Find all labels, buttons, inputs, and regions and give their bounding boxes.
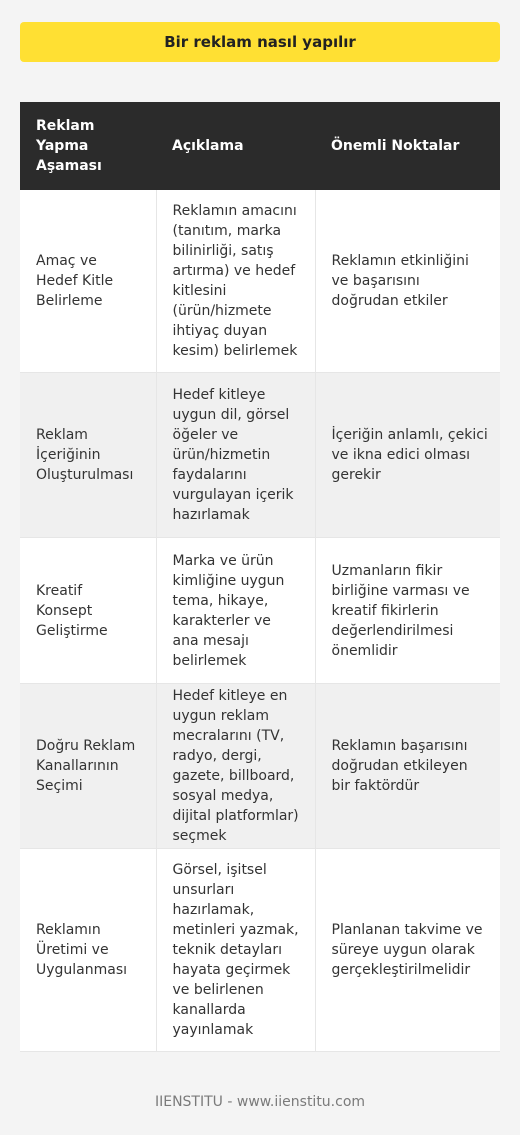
table-row [20, 684, 500, 849]
description-cell: Marka ve ürün kimliğine uygun tema, hikaye, karakterler ve ana mesajı belirlemek [156, 538, 315, 684]
notes-cell: Planlanan takvime ve süreye uygun olarak gerçekleştirilmelidir [315, 849, 500, 1052]
notes-cell: İçeriğin anlamlı, çekici ve ikna edici olması gerekir [315, 373, 500, 538]
description-cell: Hedef kitleye uygun dil, görsel öğeler ve ürün/hizmetin faydalarını vurgulayan içerik hazırlamak [156, 373, 315, 538]
description-cell: Reklamın amacını (tanıtım, marka bilinirliği, satış artırma) ve hedef kitlesini (ürün/hizmete ihtiyaç duyan kesim) belirlemek [156, 190, 315, 373]
notes-cell: Reklamın etkinliğini ve başarısını doğrudan etkiler [315, 190, 500, 373]
header-notes: Önemli Noktalar [315, 102, 500, 190]
table-row [20, 373, 500, 538]
table-row [20, 538, 500, 684]
stage-cell: Reklam İçeriğinin Oluşturulması [20, 373, 156, 538]
stage-cell: Reklamın Üretimi ve Uygulanması [20, 849, 156, 1052]
table-row [20, 849, 500, 1052]
stage-cell: Doğru Reklam Kanallarının Seçimi [20, 684, 156, 849]
table-row [20, 190, 500, 373]
description-cell: Görsel, işitsel unsurları hazırlamak, metinleri yazmak, teknik detayları hayata geçirmek ve belirlenen kanallarda yayınlamak [156, 849, 315, 1052]
table-header-row [20, 102, 500, 190]
header-stage: Reklam Yapma Aşaması [20, 102, 156, 190]
description-cell: Hedef kitleye en uygun reklam mecralarını (TV, radyo, dergi, gazete, billboard, sosyal medya, dijital platformlar) seçmek [156, 684, 315, 849]
notes-cell: Uzmanların fikir birliğine varması ve kreatif fikirlerin değerlendirilmesi önemlidir [315, 538, 500, 684]
footer-credit: IIENSTITU - www.iienstitu.com [154, 1094, 366, 1110]
notes-cell: Reklamın başarısını doğrudan etkileyen bir faktördür [315, 684, 500, 849]
advertising-steps-table [20, 102, 500, 1052]
page-title: Bir reklam nasıl yapılır [20, 22, 500, 62]
header-description: Açıklama [156, 102, 315, 190]
stage-cell: Kreatif Konsept Geliştirme [20, 538, 156, 684]
stage-cell: Amaç ve Hedef Kitle Belirleme [20, 190, 156, 373]
